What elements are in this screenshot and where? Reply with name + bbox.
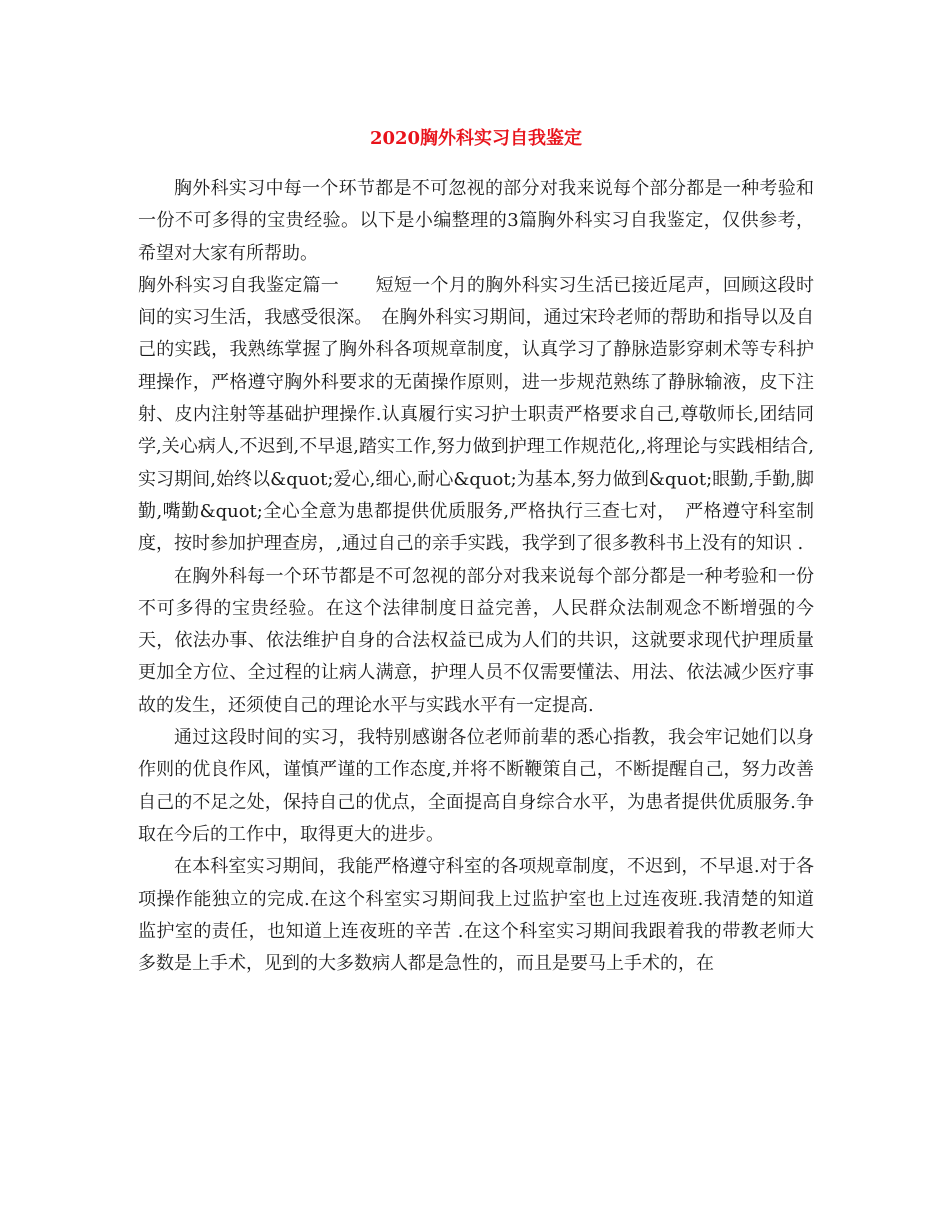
document-body	[138, 173, 814, 980]
document-page	[138, 0, 814, 980]
paragraph-law: 在胸外科每一个环节都是不可忽视的部分对我来说每个部分都是一种考验和一份不可多得的宝贵经验。在这个法律制度日益完善，人民群众法制观念不断增强的今天，依法办事、依法维护自身的合法权益已成为人们的共识，这就要求现代护理质量更加全方位、全过程的让病人满意，护理人员不仅需要懂法、用法、依法减少医疗事故的发生，还须使自己的理论水平与实践水平有一定提高.	[138, 565, 814, 716]
paragraph-part-one: 胸外科实习自我鉴定篇一 短短一个月的胸外科实习生活已接近尾声，回顾这段时间的实习生活，我感受很深。 在胸外科实习期间，通过宋玲老师的帮助和指导以及自己的实践，我熟练掌握了胸外科各项规章制度，认真学习了静脉造影穿刺术等专科护理操作，严格遵守胸外科要求的无菌操作原则，进一步规范熟练了静脉输液，皮下注射、皮内注射等基础护理操作.认真履行实习护士职责严格要求自己,尊敬师长,团结同学,关心病人,不迟到,不早退,踏实工作,努力做到护理工作规范化,,将理论与实践相结合,实习期间,始终以&quot;爱心,细心,耐心&quot;为基本,努力做到&quot;眼勤,手勤,脚勤,嘴勤&quot;全心全意为患都提供优质服务,严格执行三查七对， 严格遵守科室制度，按时参加护理查房，,通过自己的亲手实践，我学到了很多教科书上没有的知识 .	[138, 274, 814, 555]
document-title: 2020胸外科实习自我鉴定	[369, 128, 583, 149]
paragraph-department: 在本科室实习期间，我能严格遵守科室的各项规章制度，不迟到，不早退.对于各项操作能独立的完成.在这个科室实习期间我上过监护室也上过连夜班.我清楚的知道监护室的责任，也知道上连夜班的辛苦 .在这个科室实习期间我跟着我的带教老师大多数是上手术，见到的大多数病人都是急性的，而且是要马上手术的，在	[138, 856, 814, 975]
paragraph-intro: 胸外科实习中每一个环节都是不可忽视的部分对我来说每个部分都是一种考验和一份不可多得的宝贵经验。以下是小编整理的3篇胸外科实习自我鉴定，仅供参考，希望对大家有所帮助。	[138, 178, 814, 264]
paragraph-thanks: 通过这段时间的实习，我特别感谢各位老师前辈的悉心指教，我会牢记她们以身作则的优良作风，谨慎严谨的工作态度,并将不断鞭策自己，不断提醒自己，努力改善自己的不足之处，保持自己的优点，全面提高自身综合水平，为患者提供优质服务.争取在今后的工作中，取得更大的进步。	[138, 727, 814, 845]
